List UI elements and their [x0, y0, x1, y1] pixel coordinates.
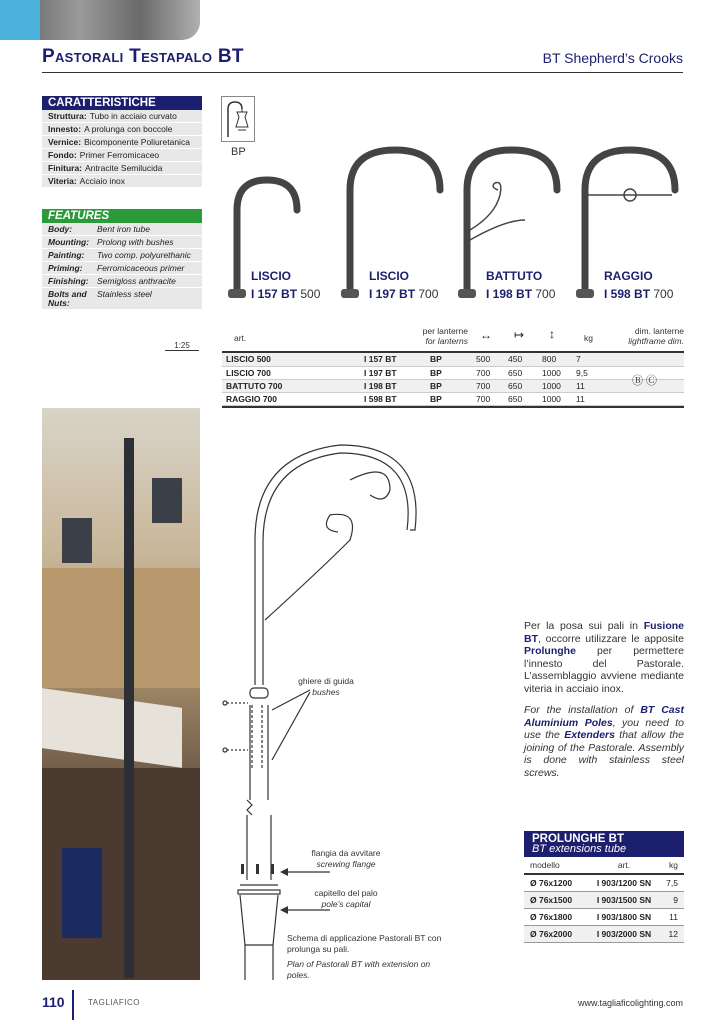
page-title: Pastorali Testapalo BT	[42, 46, 244, 67]
features-heading: FEATURES	[42, 209, 202, 223]
col-art: art.	[234, 333, 247, 343]
model-liscio-500: LISCIO I 157 BT 500	[251, 269, 321, 301]
model-size: 500	[300, 287, 321, 301]
model-size: 700	[418, 287, 439, 301]
bushes-label: ghiere di guida bushes	[298, 676, 354, 697]
caratteristiche-row: Viteria: Acciaio inox	[42, 175, 202, 188]
prolunghe-box	[524, 831, 684, 943]
model-battuto-700: BATTUTO I 198 BT 700	[486, 269, 556, 301]
table-row: LISCIO 500 I 157 BT BP 500 450 800 7	[222, 353, 684, 366]
features-row: Painting: Two comp. polyurethanic	[42, 249, 202, 262]
dim-symbols: Ⓑ Ⓒ	[632, 375, 658, 387]
col-kg: kg	[669, 860, 678, 870]
table-row: Ø 76x1800 I 903/1800 SN 11	[524, 909, 684, 926]
height-icon: ↕	[549, 327, 555, 341]
features-row: Bolts and Nuts: Stainless steel	[42, 288, 202, 310]
col-dim: dim. lanterne lightframe dim.	[628, 326, 684, 346]
scale-indicator: 1:25	[165, 341, 199, 351]
features-box	[42, 209, 202, 310]
table-row: Ø 76x2000 I 903/2000 SN 12	[524, 926, 684, 943]
footer-url[interactable]: www.tagliaficolighting.com	[577, 998, 683, 1008]
prolunghe-heading: PROLUNGHE BT BT extensions tube	[524, 831, 684, 857]
model-liscio-700: LISCIO I 197 BT 700	[369, 269, 439, 301]
table-row: Ø 76x1500 I 903/1500 SN 9	[524, 892, 684, 909]
install-text-it: Per la posa sui pali in Fusione BT, occorre utilizzare le apposite Prolunghe per permettere l’innesto del Pastorale. L’assemblaggio avviene mediante viteria in acciaio inox.	[524, 620, 684, 695]
header-accent	[0, 0, 40, 40]
caratteristiche-row: Finitura: Antracite Semilucida	[42, 162, 202, 175]
caratteristiche-row: Fondo: Primer Ferromicaceo	[42, 149, 202, 162]
table-row: Ø 76x1200 I 903/1200 SN 7,5	[524, 875, 684, 892]
table-row: LISCIO 700 I 197 BT BP 700 650 1000 9,5	[222, 366, 684, 379]
features-row: Finishing: Semigloss anthracite	[42, 275, 202, 288]
col-art: art.	[617, 860, 631, 870]
install-text-en: For the installation of BT Cast Aluminium Poles, you need to use the Extenders that allow the joining of the Pastorale. Assembly is done with stainless steel screws.	[524, 704, 684, 779]
spec-table	[222, 351, 684, 408]
reach-icon: ↦	[514, 328, 525, 342]
caratteristiche-row: Vernice: Bicomponente Poliuretanica	[42, 136, 202, 149]
bp-label: BP	[231, 146, 246, 158]
page-subtitle: BT Shepherd’s Crooks	[542, 50, 683, 66]
features-row: Mounting: Prolong with bushes	[42, 236, 202, 249]
flange-label: flangia da avvitare screwing flange	[311, 848, 381, 869]
table-row: BATTUTO 700 I 198 BT BP 700 650 1000 11	[222, 379, 684, 392]
model-raggio-700: RAGGIO I 598 BT 700	[604, 269, 674, 301]
col-kg: kg	[584, 333, 593, 343]
model-size: 700	[653, 287, 674, 301]
col-lanterns: per lanterne for lanterns	[422, 326, 468, 346]
model-code: I 157 BT	[251, 287, 298, 301]
model-size: 700	[535, 287, 556, 301]
caratteristiche-box	[42, 96, 202, 188]
lantern-bp-icon	[221, 96, 255, 142]
plan-caption: Schema di applicazione Pastorali BT con prolunga su pali. Plan of Pastorali BT with extension on poles.	[287, 933, 442, 980]
model-code: I 197 BT	[369, 287, 416, 301]
capital-label: capitello del palo pole’s capital	[314, 888, 378, 909]
width-icon: ↔	[480, 328, 492, 342]
street-photo	[42, 408, 200, 980]
table-row: RAGGIO 700 I 598 BT BP 700 650 1000 11	[222, 392, 684, 405]
page-number: 110	[42, 994, 65, 1010]
caratteristiche-row: Struttura: Tubo in acciaio curvato	[42, 110, 202, 123]
model-code: I 598 BT	[604, 287, 651, 301]
col-model: modello	[530, 860, 560, 870]
footer-divider	[72, 990, 74, 1020]
features-row: Priming: Ferromicaceous primer	[42, 262, 202, 275]
model-code: I 198 BT	[486, 287, 533, 301]
brand-logo: TAGLIAFICO	[88, 998, 140, 1007]
features-row: Body: Bent iron tube	[42, 223, 202, 236]
caratteristiche-row: Innesto: A prolunga con boccole	[42, 123, 202, 136]
title-rule	[42, 72, 683, 73]
caratteristiche-heading: CARATTERISTICHE	[42, 96, 202, 110]
